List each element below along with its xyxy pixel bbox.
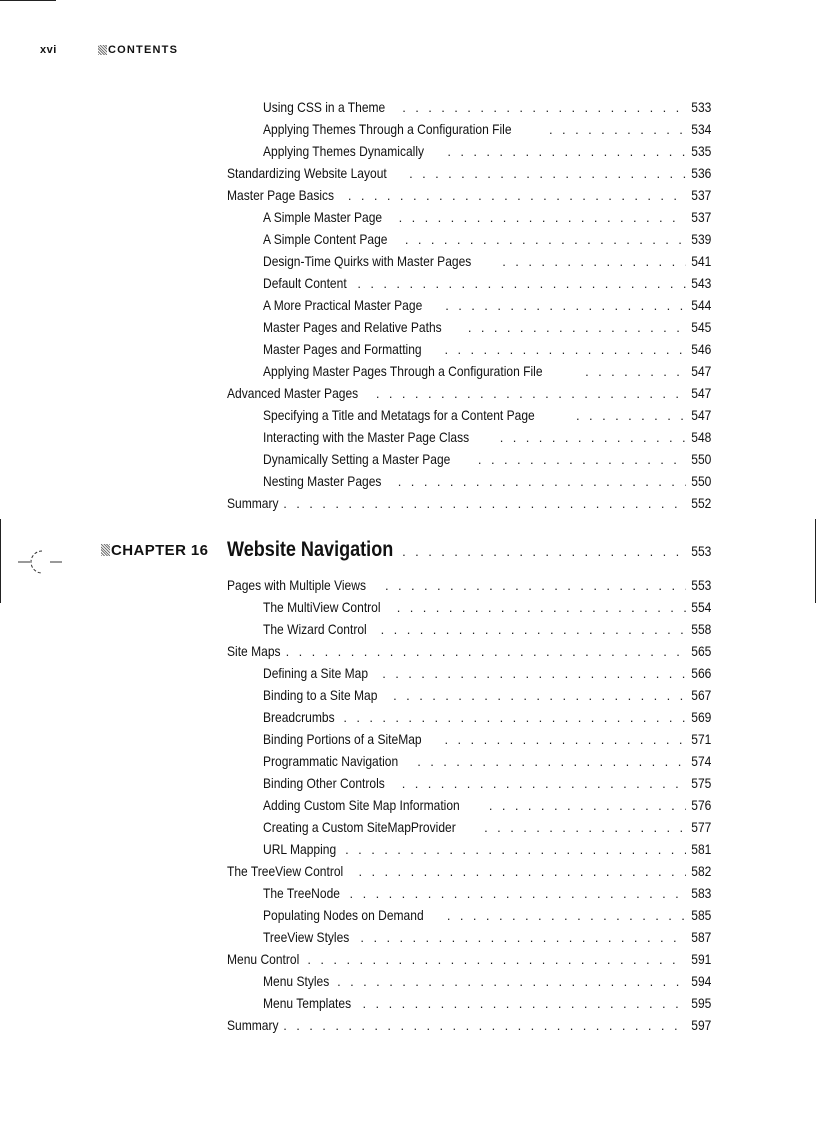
toc-entry-page: 545	[690, 319, 711, 335]
toc-dot-leader	[360, 930, 685, 946]
toc-entry-title: Creating a Custom SiteMapProvider	[263, 819, 456, 835]
toc-entry-title: Standardizing Website Layout	[227, 165, 387, 181]
toc-dot-leader	[283, 496, 685, 512]
toc-entry-page: 597	[690, 1017, 711, 1033]
toc-dot-leader	[445, 732, 686, 748]
toc-entry[interactable]	[263, 731, 711, 747]
toc-entry[interactable]	[263, 297, 711, 313]
toc-entry[interactable]	[263, 885, 711, 901]
toc-entry-page: 574	[690, 753, 711, 769]
toc-entry[interactable]	[227, 863, 711, 879]
toc-dot-leader	[363, 996, 686, 1012]
toc-entry-title: Populating Nodes on Demand	[263, 907, 424, 923]
toc-dot-leader	[402, 100, 685, 116]
toc-dot-leader	[489, 798, 686, 814]
toc-entry-page: 553	[690, 577, 711, 593]
toc-entry[interactable]	[263, 473, 711, 489]
toc-entry[interactable]	[227, 1017, 711, 1033]
toc-entry-page: 585	[690, 907, 711, 923]
toc-entry-page: 537	[690, 187, 711, 203]
toc-entry[interactable]	[263, 841, 711, 857]
toc-dot-leader	[402, 544, 686, 559]
chapter-marker-icon	[101, 544, 110, 556]
toc-entry[interactable]	[263, 995, 711, 1011]
toc-entry[interactable]	[263, 599, 711, 615]
toc-entry-page: 581	[690, 841, 711, 857]
toc-entry-page: 582	[690, 863, 711, 879]
toc-entry-title: Summary	[227, 495, 279, 511]
toc-entry[interactable]	[263, 341, 711, 357]
toc-dot-leader	[500, 430, 686, 446]
toc-dot-leader	[444, 342, 685, 358]
toc-dot-leader	[376, 386, 686, 402]
toc-entry-title: Site Maps	[227, 643, 281, 659]
toc-entry-title: Binding Portions of a SiteMap	[263, 731, 422, 747]
toc-entry[interactable]	[263, 819, 711, 835]
toc-entry-page: 587	[690, 929, 711, 945]
toc-entry[interactable]	[263, 973, 711, 989]
toc-entry-page: 576	[690, 797, 711, 813]
toc-dot-leader	[397, 600, 686, 616]
toc-entry-title: A Simple Content Page	[263, 231, 388, 247]
toc-entry-page: 547	[690, 385, 711, 401]
toc-entry-page: 552	[690, 495, 711, 511]
toc-entry-page: 539	[690, 231, 711, 247]
chapter-number: CHAPTER 16	[111, 541, 209, 559]
toc-dot-leader	[445, 298, 685, 314]
toc-entry[interactable]	[263, 231, 711, 247]
toc-dot-leader	[447, 144, 685, 160]
toc-dot-leader	[484, 820, 685, 836]
toc-dot-leader	[398, 474, 686, 490]
toc-entry-title: Binding Other Controls	[263, 775, 385, 791]
toc-entry[interactable]	[263, 209, 711, 225]
toc-entry-title: The Wizard Control	[263, 621, 367, 637]
toc-dot-leader	[357, 276, 685, 292]
toc-entry[interactable]	[263, 907, 711, 923]
toc-entry-title: Master Page Basics	[227, 187, 335, 203]
toc-entry-title: Pages with Multiple Views	[227, 577, 366, 593]
toc-entry-title: Applying Themes Dynamically	[263, 143, 425, 159]
toc-entry[interactable]	[227, 165, 711, 181]
toc-entry-page: 536	[690, 165, 711, 181]
toc-entry-title: Programmatic Navigation	[263, 753, 399, 769]
toc-entry-title: Defining a Site Map	[263, 665, 369, 681]
toc-dot-leader	[478, 452, 686, 468]
toc-entry-title: Menu Control	[227, 951, 300, 967]
toc-entry-title: Applying Themes Through a Configuration File	[263, 121, 512, 137]
toc-entry-title: Summary	[227, 1017, 279, 1033]
toc-entry-page: 534	[690, 121, 711, 137]
toc-entry-title: A More Practical Master Page	[263, 297, 423, 313]
toc-entry-title: TreeView Styles	[263, 929, 350, 945]
toc-entry[interactable]	[227, 385, 711, 401]
toc-entry-title: Interacting with the Master Page Class	[263, 429, 470, 445]
toc-entry[interactable]	[227, 187, 711, 203]
toc-entry-title: Binding to a Site Map	[263, 687, 378, 703]
toc-entry-title: Advanced Master Pages	[227, 385, 359, 401]
toc-entry-page: 558	[690, 621, 711, 637]
toc-dot-leader	[307, 952, 685, 968]
toc-entry-title: The MultiView Control	[263, 599, 381, 615]
toc-dot-leader	[549, 122, 686, 138]
toc-entry-page: 575	[690, 775, 711, 791]
toc-entry-title: Menu Styles	[263, 973, 330, 989]
toc-entry[interactable]	[263, 709, 711, 725]
toc-entry-title: Breadcrumbs	[263, 709, 335, 725]
toc-entry[interactable]	[263, 319, 711, 335]
toc-entry-page: 535	[690, 143, 711, 159]
toc-entry-title: A Simple Master Page	[263, 209, 383, 225]
toc-entry[interactable]	[263, 797, 711, 813]
toc-entry-page: 543	[690, 275, 711, 291]
toc-entry-page: 548	[690, 429, 711, 445]
toc-entry-page: 565	[690, 643, 711, 659]
toc-entry-title: Master Pages and Relative Paths	[263, 319, 442, 335]
toc-dot-leader	[382, 666, 685, 682]
toc-entry-page: 537	[690, 209, 711, 225]
toc-entry-page: 595	[690, 995, 711, 1011]
toc-dot-leader	[585, 364, 686, 380]
toc-entry[interactable]	[263, 621, 711, 637]
toc-entry-page: 594	[690, 973, 711, 989]
chapter-title: Website Navigation	[227, 538, 394, 561]
toc-entry[interactable]	[263, 99, 711, 115]
toc-entry-title: The TreeView Control	[227, 863, 344, 879]
chapter-heading[interactable]	[227, 538, 711, 562]
toc-entry[interactable]	[263, 687, 711, 703]
toc-entry-title: Master Pages and Formatting	[263, 341, 422, 357]
page-number: xvi	[40, 44, 57, 56]
toc-dot-leader	[576, 408, 686, 424]
toc-entry-page: 550	[690, 451, 711, 467]
chapter-label	[101, 541, 208, 559]
toc-entry-page: 566	[690, 665, 711, 681]
toc-entry[interactable]	[263, 451, 711, 467]
toc-entry[interactable]	[263, 143, 711, 159]
toc-entry-title: Applying Master Pages Through a Configuration File	[263, 363, 543, 379]
toc-entry[interactable]	[263, 929, 711, 945]
toc-entry[interactable]	[263, 121, 711, 137]
toc-entry-title: Menu Templates	[263, 995, 352, 1011]
toc-entry-page: 591	[690, 951, 711, 967]
toc-entry-page: 550	[690, 473, 711, 489]
toc-entry[interactable]	[263, 363, 711, 379]
toc-dot-leader	[358, 864, 685, 880]
toc-entry-title: Specifying a Title and Metatags for a Content Page	[263, 407, 535, 423]
toc-entry-page: 546	[690, 341, 711, 357]
toc-entry-page: 569	[690, 709, 711, 725]
toc-entry-title: Nesting Master Pages	[263, 473, 382, 489]
toc-dot-leader	[409, 166, 686, 182]
toc-entry-title: The TreeNode	[263, 885, 340, 901]
toc-dot-leader	[283, 1018, 685, 1034]
toc-entry-title: Dynamically Setting a Master Page	[263, 451, 451, 467]
toc-dot-leader	[393, 688, 686, 704]
toc-entry[interactable]	[263, 275, 711, 291]
toc-dot-leader	[345, 842, 686, 858]
toc-dot-leader	[468, 320, 686, 336]
running-header-title: CONTENTS	[108, 44, 179, 56]
toc-entry[interactable]	[263, 407, 711, 423]
toc-entry[interactable]	[263, 665, 711, 681]
toc-dot-leader	[286, 644, 686, 660]
toc-dot-leader	[502, 254, 685, 270]
toc-entry-title: Design-Time Quirks with Master Pages	[263, 253, 472, 269]
toc-entry-page: 547	[690, 407, 711, 423]
toc-dot-leader	[337, 974, 686, 990]
toc-entry[interactable]	[227, 951, 711, 967]
toc-entry-page: 547	[690, 363, 711, 379]
toc-entry[interactable]	[263, 253, 711, 269]
toc-dot-leader	[385, 578, 686, 594]
toc-dot-leader	[417, 754, 685, 770]
toc-entry-page: 583	[690, 885, 711, 901]
toc-entry[interactable]	[263, 429, 711, 445]
toc-entry[interactable]	[263, 775, 711, 791]
toc-entry-page: 554	[690, 599, 711, 615]
toc-entry-title: Default Content	[263, 275, 347, 291]
toc-dot-leader	[348, 188, 686, 204]
toc-entry[interactable]	[227, 643, 711, 659]
toc-dot-leader	[447, 908, 686, 924]
chapter-page: 553	[690, 543, 711, 559]
toc-entry-title: Using CSS in a Theme	[263, 99, 386, 115]
toc-entry-page: 571	[690, 731, 711, 747]
toc-entry-page: 577	[690, 819, 711, 835]
toc-entry-title: Adding Custom Site Map Information	[263, 797, 460, 813]
toc-dot-leader	[381, 622, 686, 638]
toc-dot-leader	[405, 232, 686, 248]
toc-dot-leader	[343, 710, 685, 726]
toc-dot-leader	[350, 886, 686, 902]
toc-dot-leader	[399, 210, 686, 226]
toc-entry[interactable]	[227, 495, 711, 511]
toc-entry-page: 567	[690, 687, 711, 703]
toc-entry-page: 533	[690, 99, 711, 115]
toc-entry[interactable]	[227, 577, 711, 593]
toc-entry-page: 544	[690, 297, 711, 313]
toc-dot-leader	[402, 776, 686, 792]
toc-entry-page: 541	[690, 253, 711, 269]
toc-entry[interactable]	[263, 753, 711, 769]
toc-entry-title: URL Mapping	[263, 841, 337, 857]
